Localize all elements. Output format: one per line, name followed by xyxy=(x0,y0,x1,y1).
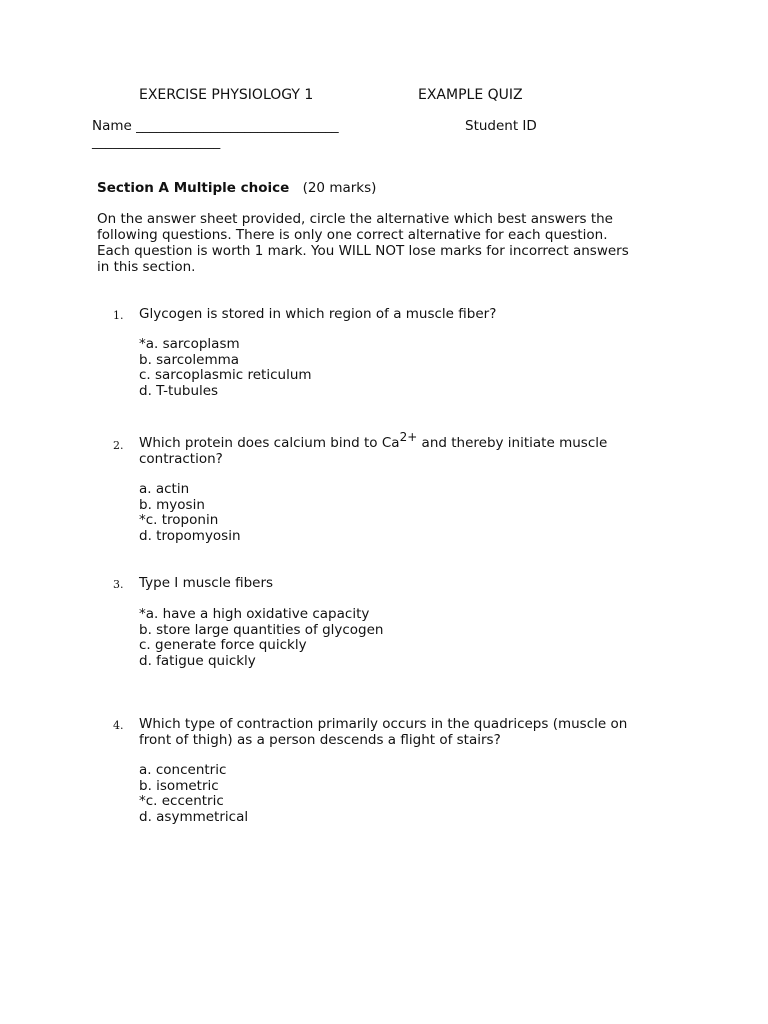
question-line xyxy=(139,430,679,451)
question-line-end: and thereby initiate muscle xyxy=(417,435,608,451)
section-heading xyxy=(97,180,376,196)
instruction-line: Each question is worth 1 mark. You WILL NOT lose marks for incorrect answers xyxy=(97,243,629,259)
option-b: b. store large quantities of glycogen xyxy=(139,621,384,638)
student-id-blank: ___________________ xyxy=(92,134,221,150)
instruction-line: in this section. xyxy=(97,259,196,275)
question-4-text xyxy=(139,716,679,748)
question-line: Glycogen is stored in which region of a muscle fiber? xyxy=(139,306,497,322)
question-2-options xyxy=(139,482,241,544)
name-field xyxy=(92,118,339,134)
option-a: *a. sarcoplasm xyxy=(139,336,240,352)
question-line-start: Which protein does calcium bind to Ca xyxy=(139,435,400,451)
question-1-number: 1. xyxy=(113,309,124,322)
section-title: Section A Multiple choice xyxy=(97,180,290,196)
question-4-number: 4. xyxy=(113,719,124,732)
ion-charge-superscript: 2+ xyxy=(399,430,418,444)
instruction-line: following questions. There is only one correct alternative for each question. xyxy=(97,227,608,243)
instruction-line: On the answer sheet provided, circle the alternative which best answers the xyxy=(97,211,613,227)
option-d: d. fatigue quickly xyxy=(139,652,256,669)
question-2-text xyxy=(139,430,679,467)
question-3-text xyxy=(139,575,679,591)
student-id-label: Student ID xyxy=(465,118,537,134)
name-label: Name xyxy=(92,118,132,134)
option-c: *c. troponin xyxy=(139,512,219,528)
option-c: *c. eccentric xyxy=(139,793,224,809)
option-a: *a. have a high oxidative capacity xyxy=(139,606,370,622)
option-b: b. myosin xyxy=(139,496,205,513)
question-3-number: 3. xyxy=(113,578,124,591)
question-line: Which type of contraction primarily occurs in the quadriceps (muscle on xyxy=(139,716,628,732)
option-c: c. generate force quickly xyxy=(139,637,307,653)
quiz-title: EXAMPLE QUIZ xyxy=(418,87,523,103)
question-line: Type I muscle fibers xyxy=(139,575,274,591)
option-a: a. actin xyxy=(139,481,190,497)
option-d: d. tropomyosin xyxy=(139,527,241,544)
option-d: d. asymmetrical xyxy=(139,808,249,825)
option-a: a. concentric xyxy=(139,762,227,778)
name-blank: ______________________________ xyxy=(136,118,339,134)
option-c: c. sarcoplasmic reticulum xyxy=(139,367,312,383)
question-line: front of thigh) as a person descends a flight of stairs? xyxy=(139,732,501,748)
course-title: EXERCISE PHYSIOLOGY 1 xyxy=(139,87,314,103)
question-4-options xyxy=(139,763,248,825)
question-1-options xyxy=(139,337,312,399)
question-3-options xyxy=(139,607,384,669)
question-line: contraction? xyxy=(139,451,223,467)
option-d: d. T-tubules xyxy=(139,382,219,399)
option-b: b. isometric xyxy=(139,777,219,794)
question-2-number: 2. xyxy=(113,439,124,452)
question-1-text xyxy=(139,306,679,322)
option-b: b. sarcolemma xyxy=(139,351,240,368)
section-instructions xyxy=(97,211,667,275)
section-marks: (20 marks) xyxy=(302,180,377,196)
